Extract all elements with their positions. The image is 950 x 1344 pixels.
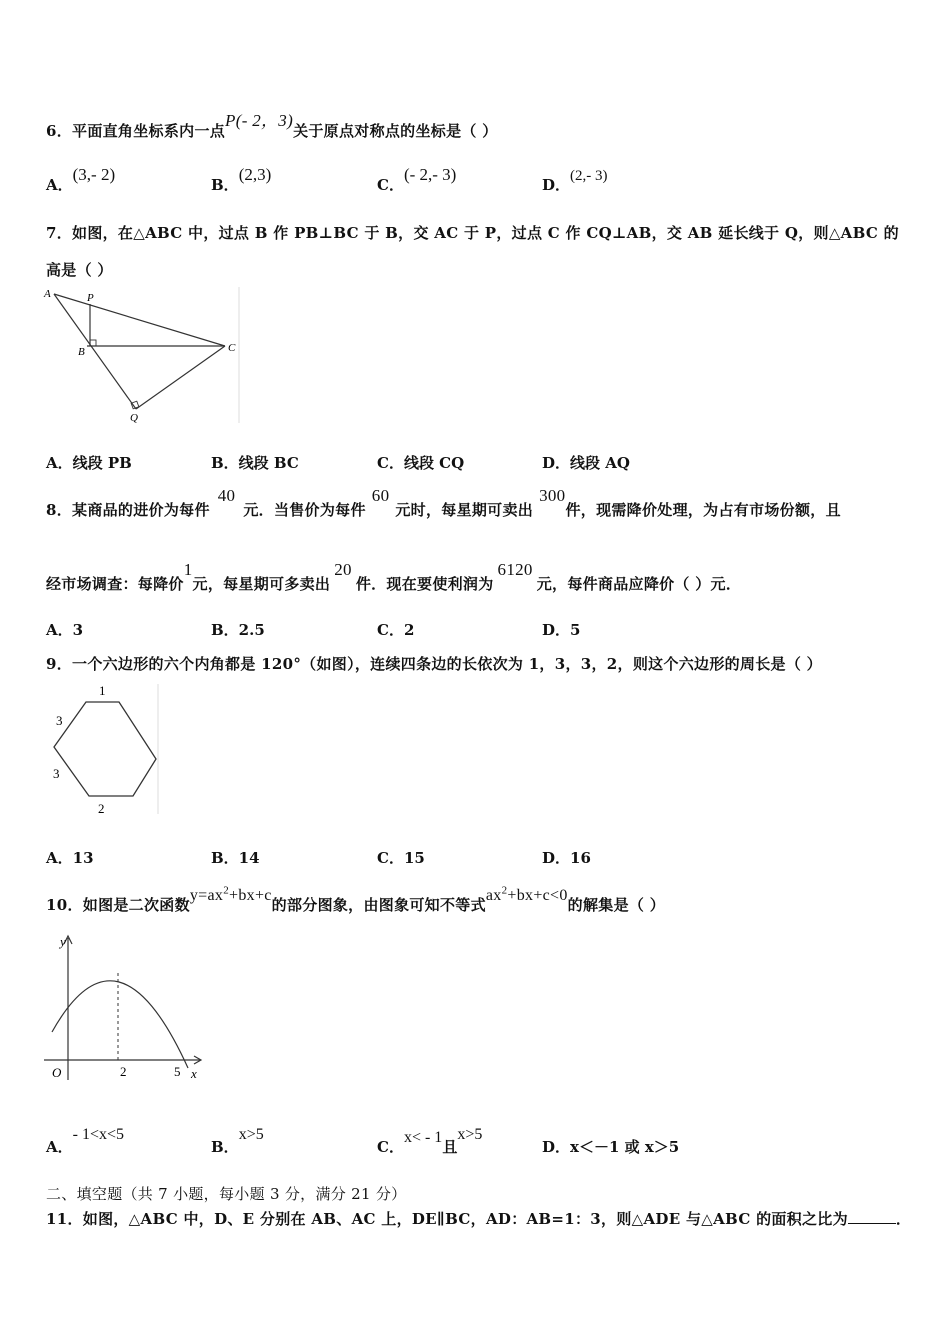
q7-option-d: D．线段 AQ: [542, 454, 630, 472]
q7-segment-aq: [54, 294, 136, 409]
q8-option-d: D．5: [542, 621, 581, 639]
q8-cost-value: 40: [217, 486, 236, 505]
q6-stem: [46, 111, 498, 141]
section-fill-in-title: 二、填空题（共 7 小题，每小题 3 分，满分 21 分）: [46, 1185, 407, 1203]
q8-extra-value: 20: [334, 560, 352, 579]
q10-parabola-curve: [52, 981, 188, 1068]
q10-label-five: 5: [174, 1064, 181, 1079]
q8-option-b: B．2.5: [211, 621, 265, 639]
q9-stem: 9．一个六边形的六个内角都是 120°（如图），连续四条边的长依次为 1，3，3，2，则这个六边形的周长是（ ）: [46, 655, 822, 673]
q10-option-c-value: x< - 1: [403, 1129, 443, 1146]
q9-option-b: B．14: [211, 849, 260, 867]
q10-label-origin: O: [52, 1065, 62, 1080]
q10-option-b: B．x>5: [211, 1126, 264, 1156]
q8-profit-value: 6120: [497, 560, 533, 579]
q7-option-c: C．线段 CQ: [377, 454, 465, 472]
q6-option-a: A．(3,- 2): [46, 165, 116, 194]
q9-option-c: C．15: [377, 849, 425, 867]
q9-hexagon: [54, 702, 156, 796]
q10-option-c: C．x< - 1且x>5: [377, 1126, 483, 1156]
q9-option-a: A．13: [46, 849, 94, 867]
q9-label-bottom: 2: [98, 801, 105, 816]
q9-option-d: D．16: [542, 849, 591, 867]
q10-inequality: $ax^2+bx+c<0$: [485, 884, 568, 904]
q6-suffix: 关于原点对称点的坐标是（ ）: [293, 122, 498, 140]
q7-option-b: B．线段 BC: [211, 454, 299, 472]
q7-segment-cq: [136, 346, 225, 409]
q8-decrease-value: 1: [183, 560, 193, 579]
q6-point: P(- 2，3): [225, 111, 294, 130]
q6-option-d-value: (2,- 3): [570, 168, 608, 184]
q7-label-p: P: [87, 292, 94, 304]
q8-sales-value: 300: [539, 486, 566, 505]
q7-stem-line2: 高是（ ）: [46, 261, 113, 279]
q6-option-d: D．(2,- 3): [542, 168, 608, 194]
q9-label-top: 1: [99, 683, 106, 698]
q10-option-a: A．- 1<x<5: [46, 1126, 125, 1156]
q7-label-q: Q: [130, 412, 138, 424]
q10-parabola-figure: [40, 928, 210, 1088]
q11-stem: 11．如图，△ABC 中，D、E 分别在 AB、AC 上，DE∥BC，AD：AB=1：3，则△ADE 与△ABC 的面积之比为 ．: [46, 1210, 912, 1228]
q7-stem-line1: 7．如图，在△ABC 中，过点 B 作 PB⊥BC 于 B，交 AC 于 P，过点 C 作 CQ⊥AB，交 AB 延长线于 Q，则△ABC 的: [46, 224, 899, 242]
q9-hexagon-figure: [44, 680, 162, 818]
q6-option-b-value: (2,3): [238, 165, 272, 184]
q8-price-value: 60: [371, 486, 390, 505]
q8-stem-line2: 经市场调查：每降价1元，每星期可多卖出20件．现在要使利润为6120元，每件商品应降价（ ）元．: [46, 560, 742, 593]
q9-label-lower-left: 3: [53, 766, 60, 781]
q7-label-a: A: [44, 288, 51, 300]
q6-option-c-value: (- 2,- 3): [403, 165, 457, 184]
q6-option-b: B．(2,3): [211, 165, 272, 194]
q10-stem: 10．如图是二次函数$y=ax^2+bx+c$的部分图象，由图象可知不等式$ax^2+bx+c<0$的解集是（ ）: [46, 884, 665, 914]
q10-label-x: x: [191, 1066, 197, 1081]
q8-option-a: A．3: [46, 621, 84, 639]
q10-label-y: y: [60, 934, 66, 949]
q10-function: $y=ax^2+bx+c$: [189, 884, 272, 904]
q10-option-c-value2: x>5: [457, 1126, 483, 1143]
q7-option-a: A．线段 PB: [46, 454, 132, 472]
q10-option-d: D．x＜－1 或 x＞5: [542, 1138, 680, 1156]
q11-answer-blank[interactable]: [848, 1209, 896, 1224]
q8-option-c: C．2: [377, 621, 415, 639]
q10-label-two: 2: [120, 1064, 127, 1079]
q6-option-a-value: (3,- 2): [72, 165, 116, 184]
q7-triangle-figure: [40, 285, 245, 425]
q10-option-d-value: x＜－1 或 x＞5: [570, 1138, 680, 1156]
q6-option-c: C．(- 2,- 3): [377, 165, 457, 194]
q9-label-upper-left: 3: [56, 713, 63, 728]
q7-label-b: B: [78, 346, 85, 358]
q7-label-c: C: [228, 342, 236, 354]
q7-segment-ac: [54, 294, 225, 346]
q10-option-a-value: - 1<x<5: [72, 1126, 125, 1143]
q8-stem-line1: 8．某商品的进价为每件40元．当售价为每件60元时，每星期可卖出300件，现需降价处理，为占有市场份额，且: [46, 486, 841, 519]
q6-prefix: 6．平面直角坐标系内一点: [46, 122, 226, 140]
q10-option-b-value: x>5: [238, 1126, 264, 1143]
